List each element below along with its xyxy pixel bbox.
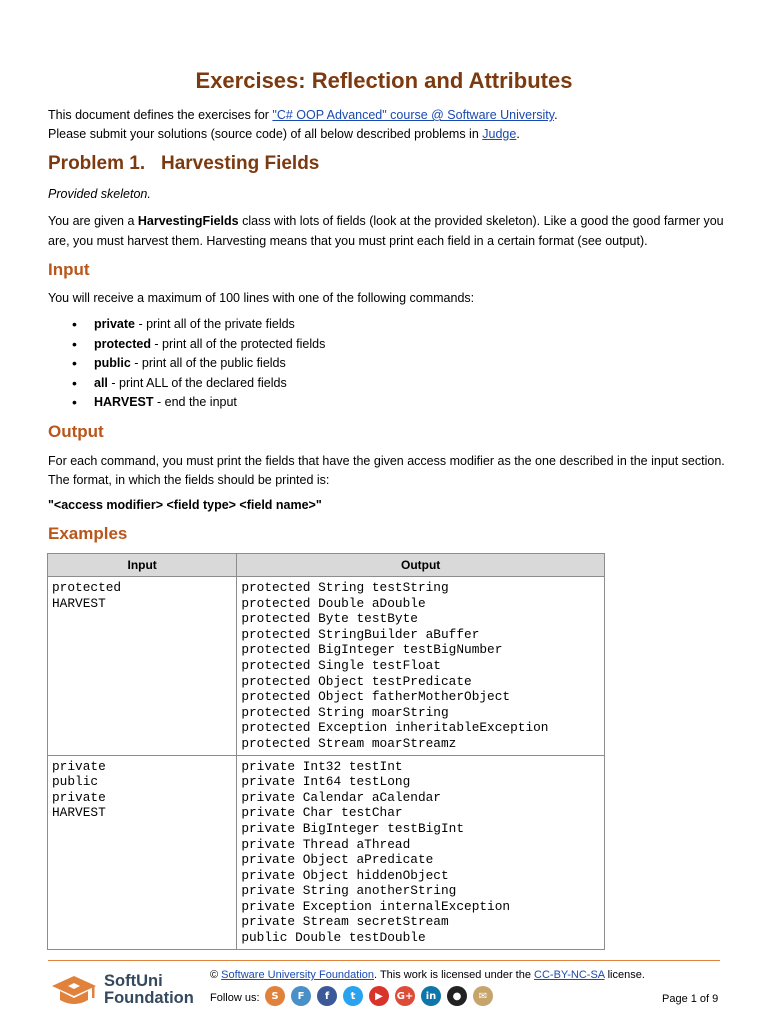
output-line: private Int32 testInt [241, 758, 403, 774]
example-output-cell [237, 755, 605, 949]
problem-description [48, 212, 728, 251]
desc-text-start: You are given a [48, 214, 138, 228]
class-name: HarvestingFields [137, 214, 239, 228]
output-line: private Int64 testLong [241, 774, 411, 790]
intro-text [48, 106, 558, 144]
output-line: private Char testChar [241, 805, 403, 821]
output-line: private String anotherString [241, 883, 457, 899]
output-heading: Output [48, 422, 104, 441]
youtube-icon[interactable]: ▶ [369, 986, 389, 1006]
output-line: protected Byte testByte [241, 611, 418, 627]
logo-line1: SoftUni [104, 972, 163, 990]
examples-heading: Examples [48, 524, 128, 543]
input-line: private [52, 789, 106, 805]
command-desc: - print all of the public fields [130, 356, 286, 370]
output-line: protected Object fatherMotherObject [241, 689, 511, 705]
input-heading: Input [48, 260, 90, 279]
command-desc: - print ALL of the declared fields [107, 375, 287, 390]
table-row [48, 577, 605, 756]
intro-line2-text: Please submit your solutions (source code) of all below described problems in [48, 127, 483, 141]
output-line: private Thread aThread [241, 836, 411, 852]
table-row [48, 755, 605, 949]
table-header-row [48, 554, 605, 577]
command-desc: - print all of the private fields [135, 317, 295, 331]
output-line: protected Single testFloat [241, 657, 441, 673]
command-desc: - print all of the protected fields [150, 336, 326, 351]
softuni-icon[interactable]: S [265, 986, 285, 1006]
judge-link[interactable]: Judge [482, 127, 517, 141]
list-item [48, 374, 325, 394]
intro-line1-end: . [554, 108, 558, 122]
command-name: private [94, 317, 135, 331]
input-line: protected [52, 580, 122, 595]
input-line: HARVEST [52, 595, 106, 611]
linkedin-icon[interactable]: in [421, 986, 441, 1006]
input-line: private [52, 758, 106, 774]
input-line: HARVEST [52, 805, 106, 821]
command-name: HARVEST [94, 395, 154, 409]
output-line: private BigInteger testBigInt [241, 820, 465, 836]
output-line: protected Stream moarStreamz [241, 735, 457, 751]
command-name: public [94, 356, 131, 370]
column-header-output: Output [237, 554, 605, 577]
list-item [48, 335, 325, 355]
output-line: protected BigInteger testBigNumber [241, 642, 503, 658]
examples-table [47, 553, 605, 950]
copyright-text [210, 969, 645, 981]
command-list [48, 315, 325, 413]
skeleton-note: Provided skeleton. [48, 187, 151, 201]
output-line: protected Exception inheritableException [241, 720, 549, 736]
output-line: protected StringBuilder aBuffer [241, 626, 480, 642]
list-item [48, 315, 325, 335]
output-line: private Calendar aCalendar [241, 789, 441, 805]
intro-line1-text: This document defines the exercises for [48, 108, 273, 122]
command-desc: - end the input [153, 395, 237, 409]
column-header-input: Input [48, 554, 237, 577]
command-name: all [94, 375, 108, 390]
example-output-cell [237, 577, 605, 756]
output-format: "<access modifier> <field type> <field name>" [48, 498, 322, 512]
example-input-cell [48, 577, 237, 756]
input-line: public [52, 774, 99, 790]
input-text: You will receive a maximum of 100 lines with one of the following commands: [48, 291, 475, 305]
softuni-foundation-icon[interactable]: F [291, 986, 311, 1006]
output-text: For each command, you must print the fields that have the given access modifier as the one described in the input section. The format, in which the fields should be printed is: [48, 454, 725, 487]
output-line: protected String testString [241, 580, 449, 595]
github-icon[interactable]: ● [447, 986, 467, 1006]
output-line: private Object aPredicate [241, 852, 434, 868]
output-line: protected Object testPredicate [241, 673, 472, 689]
footer-divider [48, 960, 720, 961]
social-links [265, 986, 493, 1006]
logo-line2: Foundation [104, 989, 194, 1007]
license-link[interactable]: CC-BY-NC-SA [534, 969, 605, 981]
list-item [48, 393, 325, 413]
license-text-end: license. [604, 969, 645, 981]
email-icon[interactable]: ✉ [473, 986, 493, 1006]
facebook-icon[interactable]: f [317, 986, 337, 1006]
foundation-link[interactable]: Software University Foundation [221, 969, 375, 981]
copyright-symbol: © [210, 969, 222, 981]
document-title: Exercises: Reflection and Attributes [195, 68, 573, 93]
google-plus-icon[interactable]: G+ [395, 986, 415, 1006]
problem-heading: Problem 1. Harvesting Fields [48, 153, 320, 174]
desc-text-end: class with lots of fields (look at the provided skeleton). Like a good the good farmer you are, you must harvest them. Harvesting means that you must print each field in a certain format (see output). [48, 214, 724, 248]
list-item [48, 354, 325, 374]
page-number: Page 1 of 9 [662, 993, 719, 1005]
logo-wordmark [104, 973, 194, 1007]
intro-line2-end: . [516, 127, 520, 141]
example-input-cell [48, 755, 237, 949]
output-line: private Exception internalException [241, 898, 511, 914]
output-line: protected Double aDouble [241, 595, 426, 611]
output-line: protected String moarString [241, 704, 449, 720]
course-link[interactable]: "C# OOP Advanced" course @ Software University [272, 108, 555, 122]
license-text: . This work is licensed under the [374, 969, 535, 981]
follow-us-label: Follow us: [210, 992, 260, 1004]
output-line: private Stream secretStream [241, 914, 449, 930]
output-line: private Object hiddenObject [241, 867, 449, 883]
command-name: protected [94, 336, 151, 351]
output-line: public Double testDouble [241, 930, 426, 946]
twitter-icon[interactable]: t [343, 986, 363, 1006]
